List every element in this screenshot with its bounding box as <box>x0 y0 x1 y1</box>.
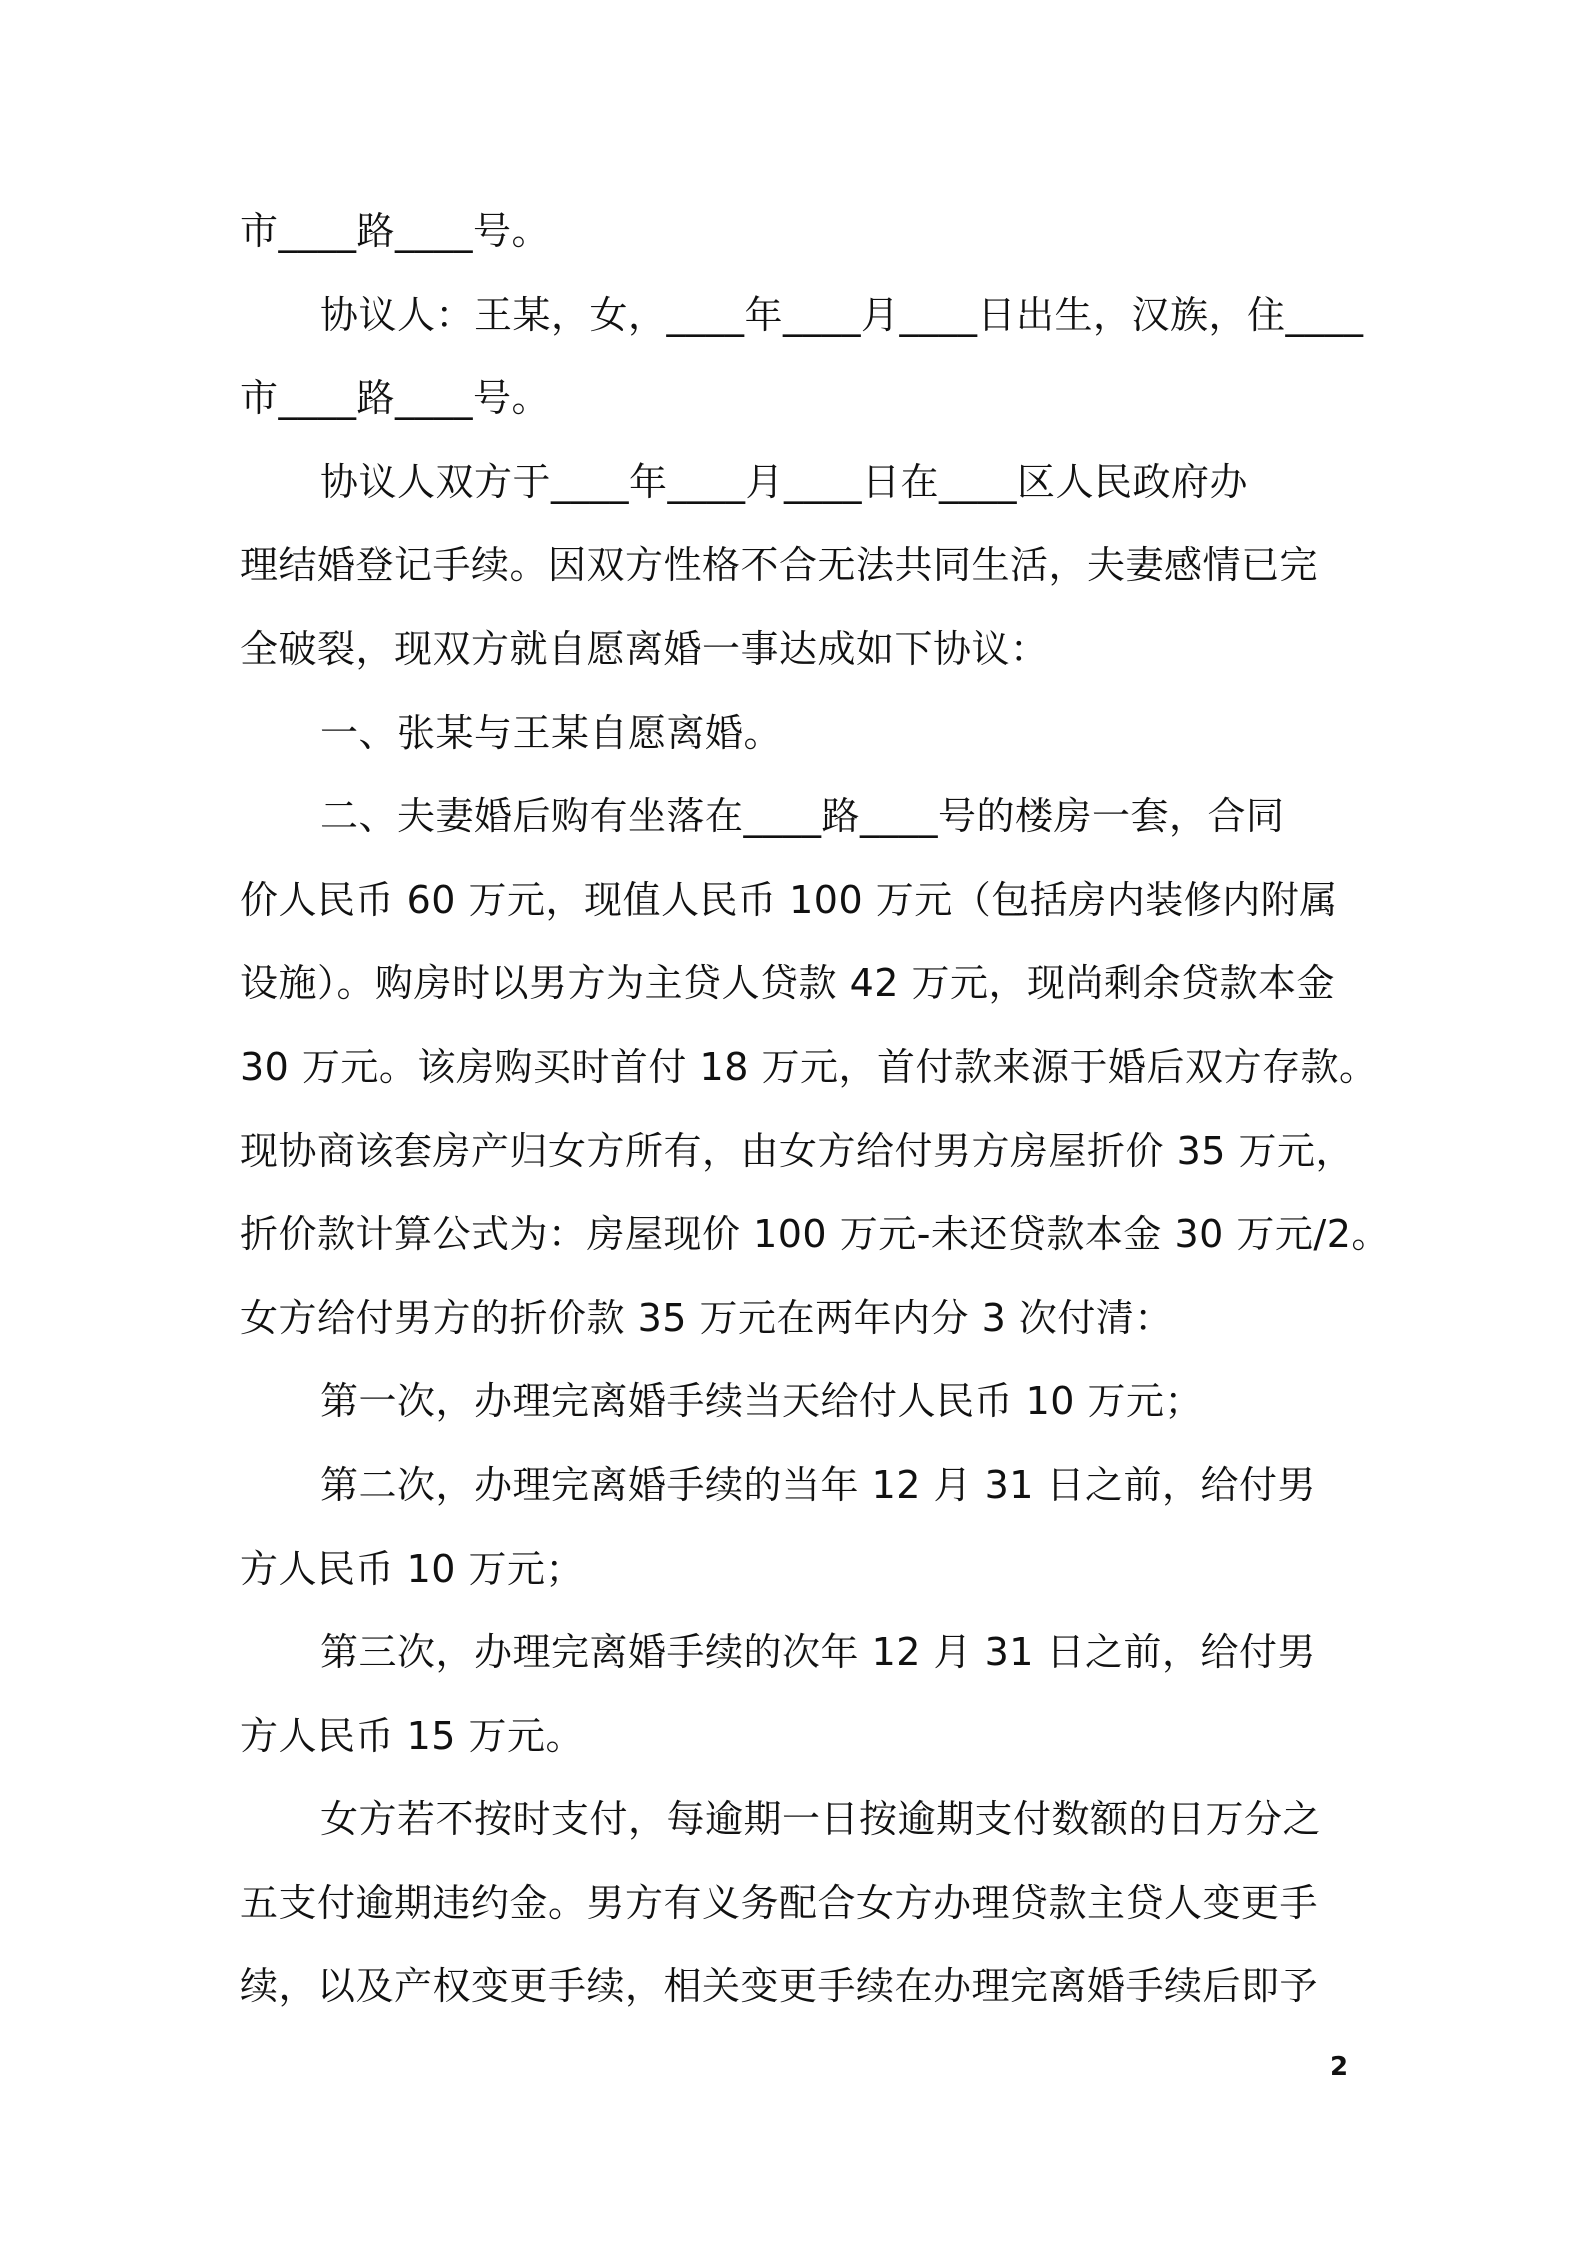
text-line: 女方若不按时支付，每逾期一日按逾期支付数额的日万分之 <box>320 1797 1322 1842</box>
text-line: 五支付逾期违约金。男方有义务配合女方办理贷款主贷人变更手 <box>240 1880 1319 1925</box>
text-line: 第一次，办理完离婚手续当天给付人民币 10 万元； <box>320 1379 1204 1424</box>
text-line: 价人民币 60 万元，现值人民币 100 万元（包括房内装修内附属 <box>240 877 1338 922</box>
document-body <box>240 190 1390 2029</box>
text-line: 理结婚登记手续。因双方性格不合无法共同生活，夫妻感情已完 <box>240 543 1319 588</box>
text-line: 协议人双方于____年____月____日在____区人民政府办 <box>320 459 1249 504</box>
text-line: 续，以及产权变更手续，相关变更手续在办理完离婚手续后即予 <box>240 1964 1319 2009</box>
text-line: 折价款计算公式为：房屋现价 100 万元-未还贷款本金 30 万元/2。 <box>240 1212 1390 1257</box>
text-line: 二、夫妻婚后购有坐落在____路____号的楼房一套，合同 <box>320 794 1285 839</box>
text-line: 第三次，办理完离婚手续的次年 12 月 31 日之前，给付男 <box>320 1630 1317 1675</box>
text-line: 设施）。购房时以男方为主贷人贷款 42 万元，现尚剩余贷款本金 <box>240 961 1336 1006</box>
text-line: 全破裂，现双方就自愿离婚一事达成如下协议： <box>240 626 1049 671</box>
text-line: 方人民币 10 万元； <box>240 1546 585 1591</box>
text-line: 一、张某与王某自愿离婚。 <box>320 710 783 755</box>
text-line: 协议人：王某，女，____年____月____日出生，汉族，住____ <box>320 292 1364 337</box>
text-line: 30 万元。该房购买时首付 18 万元，首付款来源于婚后双方存款。 <box>240 1044 1378 1089</box>
text-line: 方人民币 15 万元。 <box>240 1713 585 1758</box>
text-line: 第二次，办理完离婚手续的当年 12 月 31 日之前，给付男 <box>320 1462 1317 1507</box>
text-line: 市____路____号。 <box>240 376 551 421</box>
text-line: 市____路____号。 <box>240 209 551 253</box>
page-number: 2 <box>1330 2052 1349 2082</box>
text-line: 女方给付男方的折价款 35 万元在两年内分 3 次付清： <box>240 1295 1173 1340</box>
text-line: 现协商该套房产归女方所有，由女方给付男方房屋折价 35 万元， <box>240 1128 1355 1173</box>
